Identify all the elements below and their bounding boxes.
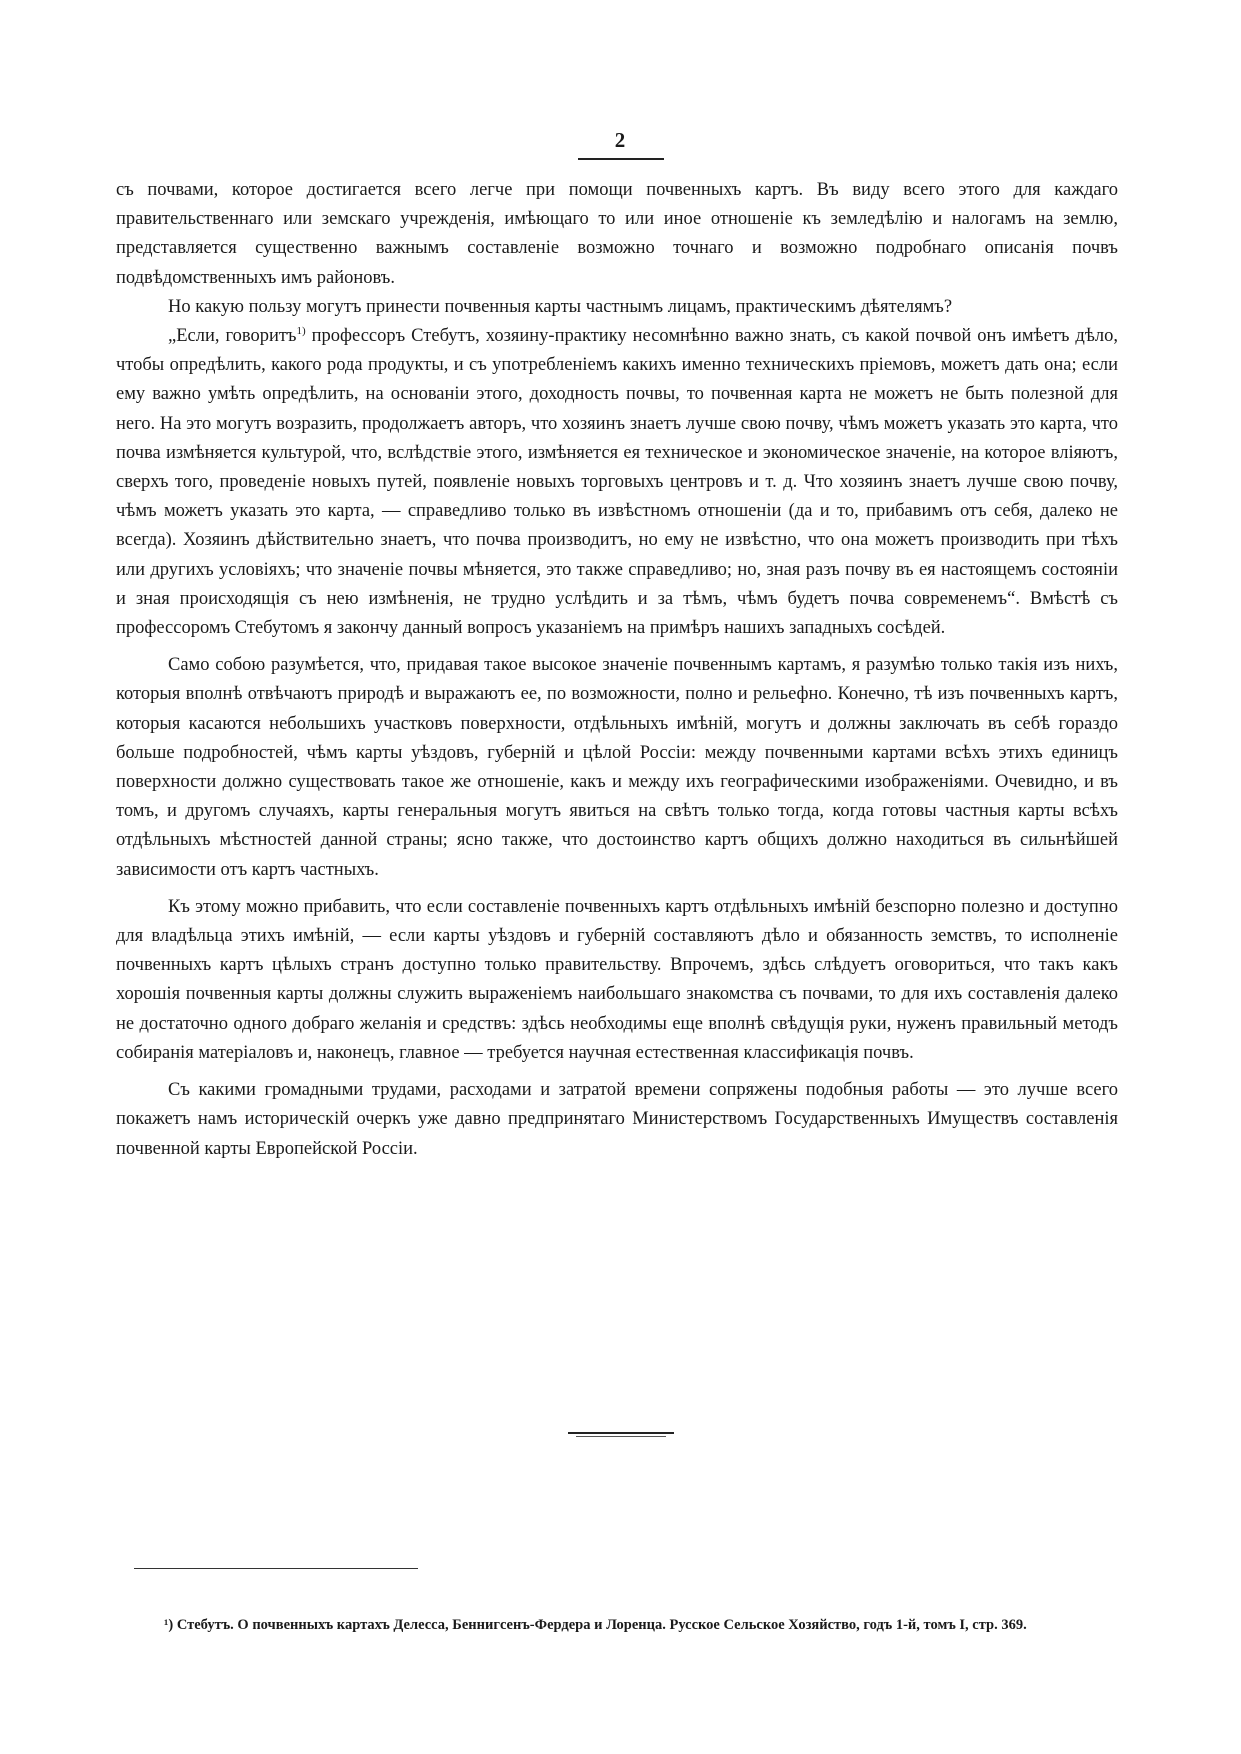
footnote-reference[interactable]: 1) — [296, 324, 306, 337]
paragraph-government-role: Къ этому можно прибавить, что если составленіе почвенныхъ картъ отдѣльныхъ имѣній безспорно полезно и доступно для владѣльца этихъ имѣній, — если карты уѣздовъ и губерній составляютъ дѣло и обязанность земствъ, то исполненіе почвенныхъ картъ цѣлыхъ странъ доступно только правительству. Впрочемъ, здѣсь слѣдуетъ оговориться, что такъ какъ хорошія почвенныя карты должны служить выраженіемъ наибольшаго знакомства съ почвами, то для ихъ составленія далеко не достаточно одного добраго желанія и средствъ: здѣсь необходимы еще вполнѣ свѣдущія руки, нуженъ правильный методъ собиранія матеріаловъ и, наконецъ, главное — требуется научная естественная классификація почвъ. — [116, 896, 1118, 1063]
paragraph-continuation: съ почвами, которое достигается всего легче при помощи почвенныхъ картъ. Въ виду всего этого для каждаго правительственнаго или земскаго учрежденія, имѣющаго то или иное отношеніе къ земледѣлію и налогамъ на землю, представляется существенно важнымъ составленіе возможно точнаго и возможно подробнаго описанія почвъ подвѣдомственныхъ имъ районовъ. — [116, 180, 1118, 288]
page-number: 2 — [614, 128, 627, 152]
footnote-rule — [134, 1568, 418, 1569]
paragraph-historical-sketch: Съ какими громадными трудами, расходами и затратой времени сопряжены подобныя работы — это лучше всего покажетъ намъ историческій очеркъ уже давно предпринятаго Министерствомъ Государственныхъ Имуществъ составленія почвенной карты Европейской Россіи. — [116, 1080, 1118, 1159]
quote-opening: „Если, говоритъ — [168, 326, 297, 347]
footnote-mark: ¹) — [164, 1617, 174, 1633]
end-ornament — [568, 1432, 674, 1438]
end-ornament-line-bottom — [576, 1436, 666, 1437]
paragraph-quote-stebut — [116, 322, 1118, 643]
footnote — [134, 1612, 1118, 1638]
quote-body: профессоръ Стебутъ, хозяину-практику несомнѣнно важно знать, съ какой почвой онъ имѣетъ дѣло, чтобы опредѣлить, какого рода продукты, и съ употребленіемъ какихъ именно техническихъ пріемовъ, можетъ дать она; если ему важно умѣть опредѣлить, на основаніи этого, доходность почвы, то почвенная карта не можетъ не быть полезной для него. На это могутъ возразить, продолжаетъ авторъ, что хозяинъ знаетъ лучше свою почву, чѣмъ можетъ указать это карта, что почва измѣняется культурой, что, вслѣдствіе этого, измѣняется ея техническое и экономическое значеніе, на которое вліяютъ, сверхъ того, проведеніе новыхъ путей, появленіе новыхъ торговыхъ центровъ и т. д. Что хозяинъ знаетъ лучше свою почву, чѣмъ можетъ указать это карта, — справедливо только въ извѣстномъ отношеніи (да и то, прибавимъ отъ себя, далеко не всегда). Хозяинъ дѣйствительно знаетъ, что почва производитъ, но ему не извѣстно, что она можетъ производить при тѣхъ или другихъ условіяхъ; что значеніе почвы мѣняется, это также справедливо; но, зная разъ почву въ ея настоящемъ состояніи и зная происходящія съ нею измѣненія, не трудно услѣдить и за тѣмъ, чѣмъ будетъ почва современемъ“. Вмѣстѣ съ профессоромъ Стебутомъ я закончу данный вопросъ указаніемъ на примѣръ нашихъ западныхъ сосѣдей. — [116, 326, 1118, 639]
paragraph-question: Но какую пользу могутъ принести почвенныя карты частнымъ лицамъ, практическимъ дѣятелямъ? — [168, 296, 953, 317]
page-number-rule — [578, 158, 664, 160]
body-text — [116, 176, 1118, 1164]
paragraph-maps-quality: Само собою разумѣется, что, придавая такое высокое значеніе почвеннымъ картамъ, я разумѣю только такія изъ нихъ, которыя вполнѣ отвѣчаютъ природѣ и выражаютъ ее, по возможности, полно и рельефно. Конечно, тѣ изъ почвенныхъ картъ, которыя касаются небольшихъ участковъ поверхности, отдѣльныхъ имѣній, могутъ и должны заключать въ себѣ гораздо больше подробностей, чѣмъ карты уѣздовъ, губерній и цѣлой Россіи: между почвенными картами всѣхъ этихъ единицъ поверхности должно существовать такое же отношеніе, какъ и между ихъ географическими изображеніями. Очевидно, и въ томъ, и другомъ случаяхъ, карты генеральныя могутъ явиться на свѣтъ только тогда, когда готовы частныя карты всѣхъ отдѣльныхъ мѣстностей данной страны; ясно также, что достоинство картъ общихъ должно находиться въ сильнѣйшей зависимости отъ картъ частныхъ. — [116, 655, 1118, 880]
end-ornament-line-top — [568, 1432, 674, 1434]
footnote-text: Стебутъ. О почвенныхъ картахъ Делесса, Беннигсенъ-Фердера и Лоренца. Русское Сельское Хозяйство, годъ 1-й, томъ I, стр. 369. — [173, 1617, 1027, 1633]
